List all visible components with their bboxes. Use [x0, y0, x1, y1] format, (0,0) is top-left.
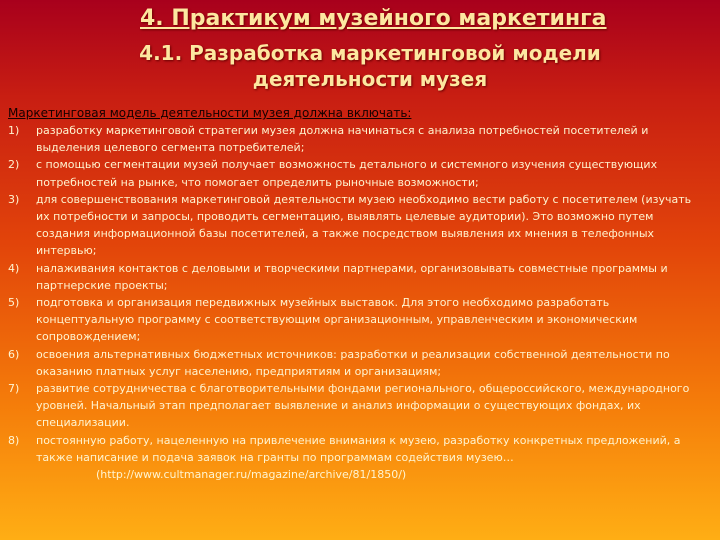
list-item: [8, 432, 708, 484]
item-number: 4): [8, 261, 20, 275]
list-item: [8, 156, 708, 190]
item-number: 1): [8, 124, 20, 137]
source-link: (http://www.cultmanager.ru/magazine/archive/81/1850/): [96, 468, 407, 482]
item-number: 8): [8, 433, 20, 447]
item-text: подготовка и организация передвижных музейных выставок. Для этого необходимо разработать концептуальную программу с соответствующим организационным, управленческим и экономическим сопровождением;: [36, 296, 638, 344]
list-item: [8, 122, 708, 156]
item-text-container: [36, 432, 708, 484]
item-number: 3): [8, 192, 20, 206]
list-item: [8, 191, 708, 260]
subtitle-line-1: 4.1. Разработка маркетинговой модели: [139, 41, 601, 65]
model-items-list: [8, 122, 708, 483]
list-item: [8, 380, 708, 432]
item-text: налаживания контактов с деловыми и творческими партнерами, организовывать совместные программы и партнерские проекты;: [36, 261, 668, 292]
intro-text: Маркетинговая модель деятельности музея должна включать:: [8, 106, 412, 120]
list-item: [8, 260, 708, 294]
subtitle-line-2: деятельности музея: [252, 67, 488, 91]
slide-subtitle: [100, 40, 640, 92]
item-number: 5): [8, 296, 20, 310]
item-number: 7): [8, 382, 20, 396]
list-item: [8, 294, 708, 346]
item-number: 2): [8, 158, 20, 172]
item-text: развитие сотрудничества с благотворительными фондами регионального, общероссийского, международного уровней. Начальный этап предполагает выявление и анализ информации о существующих фондах, их специализации.: [36, 382, 690, 430]
item-text: постоянную работу, нацеленную на привлечение внимания к музею, разработку конкретных предложений, а также написание и подача заявок на гранты по программам содействия музею…: [36, 433, 681, 464]
item-text: для совершенствования маркетинговой деятельности музею необходимо вести работу с посетителем (изучать их потребности и запросы, проводить сегментацию, выявлять целевые аудитории). Это возможно путем создания информационной базы посетителей, а также посредством выявления их мнения в телефонных интервью;: [36, 192, 692, 258]
item-text: с помощью сегментации музей получает возможность детального и системного изучения существующих потребностей на рынке, что помогает определить рыночные возможности;: [36, 158, 658, 189]
item-text: освоения альтернативных бюджетных источников: разработки и реализации собственной деятельности по оказанию платных услуг населению, предприятиям и организациям;: [36, 347, 670, 378]
item-number: 6): [8, 347, 20, 361]
slide-title: 4. Практикум музейного маркетинга: [140, 6, 607, 31]
item-text: разработку маркетинговой стратегии музея должна начинаться с анализа потребностей посетителей и выделения целевого сегмента потребителей;: [36, 124, 649, 155]
list-item: [8, 346, 708, 380]
